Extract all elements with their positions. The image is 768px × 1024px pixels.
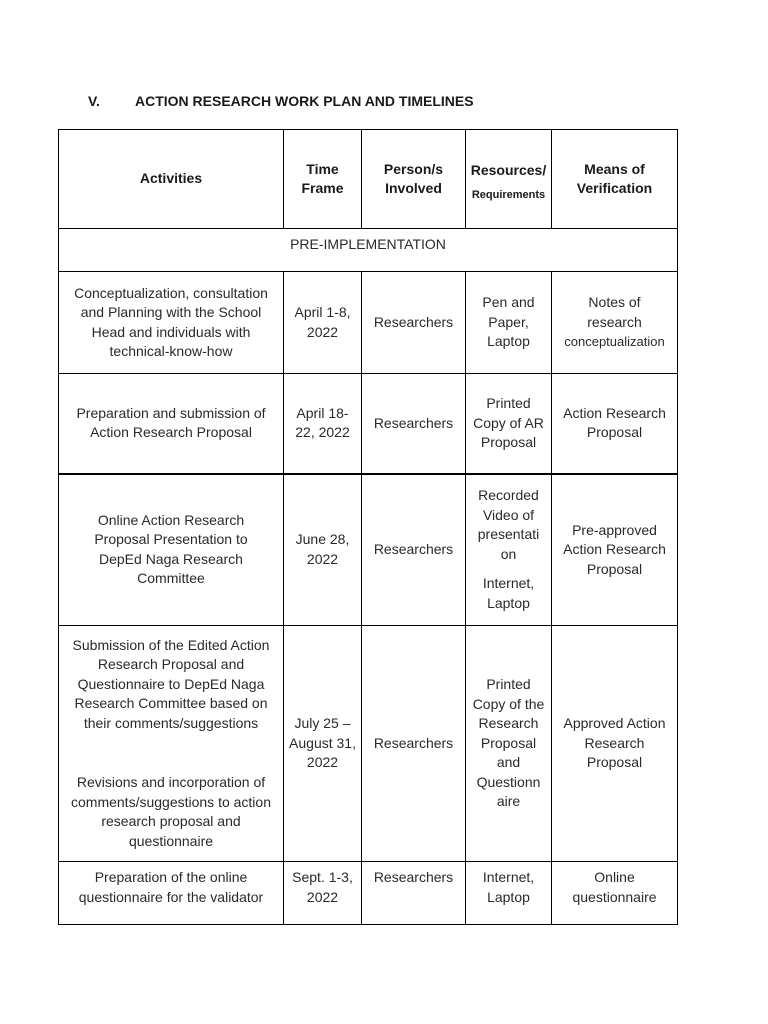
time-cell: Sept. 1-3, 2022 — [284, 862, 362, 925]
section-heading — [88, 93, 474, 109]
persons-cell: Researchers — [362, 626, 466, 862]
verification-text: Notes of research — [587, 294, 642, 330]
resources-cell: Internet, Laptop — [466, 862, 552, 925]
activity-cell: Preparation of the online questionnaire for the validator — [59, 862, 284, 925]
header-persons — [362, 130, 466, 229]
activity-cell: Conceptualization, consultation and Planning with the School Head and individuals with technical-know-how — [59, 272, 284, 374]
work-plan-table — [58, 129, 678, 925]
table-row — [59, 862, 678, 925]
activity-cell — [59, 626, 284, 862]
verification-cell — [552, 272, 678, 374]
activity-cell: Preparation and submission of Action Research Proposal — [59, 374, 284, 474]
section-number: V. — [88, 93, 100, 109]
activity-cell: Online Action Research Proposal Presentation to DepEd Naga Research Committee — [59, 474, 284, 626]
resources-text: Recorded Video of presentati on — [477, 487, 540, 562]
persons-cell: Researchers — [362, 374, 466, 474]
header-persons-label: Person/s Involved — [383, 160, 444, 196]
table-header-row — [59, 130, 678, 229]
resources-cell: Printed Copy of the Research Proposal and Questionn aire — [466, 626, 552, 862]
header-verification — [552, 130, 678, 229]
header-resources-label: Resources/ — [470, 162, 547, 178]
verification-cell: Approved Action Research Proposal — [552, 626, 678, 862]
verification-text-small: conceptualization — [564, 334, 665, 350]
table-row — [59, 626, 678, 862]
time-cell: June 28, 2022 — [284, 474, 362, 626]
verification-cell: Pre-approved Action Research Proposal — [552, 474, 678, 626]
phase-row — [59, 229, 678, 272]
resources-cell: Printed Copy of AR Proposal — [466, 374, 552, 474]
table-row — [59, 474, 678, 626]
header-resources-sub: Requirements — [471, 188, 546, 201]
time-cell: April 1-8, 2022 — [284, 272, 362, 374]
table-row — [59, 374, 678, 474]
persons-cell: Researchers — [362, 862, 466, 925]
verification-cell: Action Research Proposal — [552, 374, 678, 474]
verification-cell: Online questionnaire — [552, 862, 678, 925]
table-row — [59, 272, 678, 374]
persons-cell: Researchers — [362, 474, 466, 626]
resources-text-2: Internet, Laptop — [482, 575, 535, 611]
resources-cell — [466, 474, 552, 626]
header-activities: Activities — [59, 130, 284, 229]
activity-text: Submission of the Edited Action Research Proposal and Questionnaire to DepEd Naga Research Committee based on their comments/suggestions — [72, 636, 270, 731]
persons-cell: Researchers — [362, 272, 466, 374]
resources-cell: Pen and Paper, Laptop — [466, 272, 552, 374]
activity-text-2: Revisions and incorporation of comments/suggestions to action research proposal and questionnaire — [71, 774, 271, 849]
phase-label: PRE-IMPLEMENTATION — [59, 229, 678, 272]
header-time-frame-label: Time Frame — [301, 160, 344, 196]
time-cell: July 25 – August 31, 2022 — [284, 626, 362, 862]
time-cell: April 18-22, 2022 — [284, 374, 362, 474]
header-time-frame — [284, 130, 362, 229]
header-resources — [466, 130, 552, 229]
section-title: ACTION RESEARCH WORK PLAN AND TIMELINES — [135, 93, 474, 109]
header-verification-label: Means of Verification — [576, 160, 653, 196]
